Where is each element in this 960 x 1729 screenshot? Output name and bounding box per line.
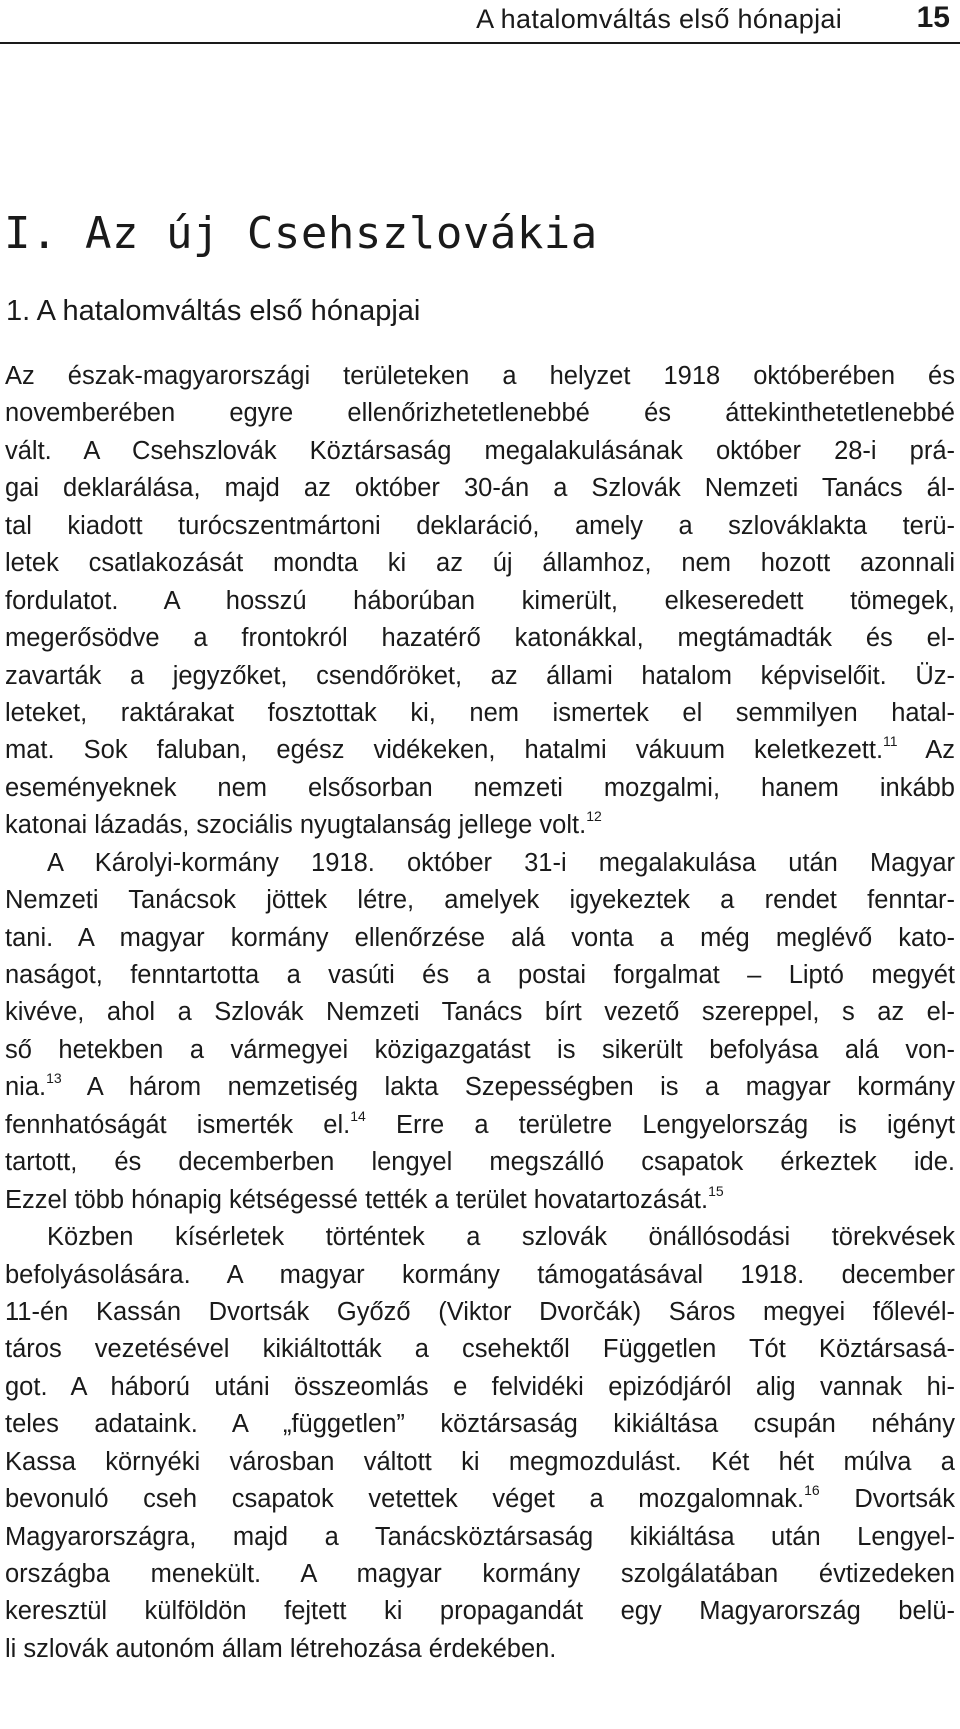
text-line: tal kiadott turócszentmártoni deklaráció, amely a szlováklakta terü- [5, 511, 955, 540]
footnote-ref: 12 [586, 808, 602, 825]
text-segment: Ezzel több hónapig kétségessé tették a terület hovatartozását. [5, 1185, 709, 1214]
footnote-ref: 11 [883, 733, 898, 750]
text-line: táros vezetésével kikiáltották a csehektől Független Tót Köztársasá- [5, 1335, 955, 1364]
page-number: 15 [916, 1, 950, 34]
text-line: kivéve, ahol a Szlovák Nemzeti Tanács bírt vezető szereppel, s az el- [5, 998, 955, 1027]
text-line: novemberében egyre ellenőrizhetetlenebbé és áttekinthetetlenebbé [5, 399, 955, 428]
text-segment: Az [925, 736, 955, 765]
text-segment: nia. [5, 1073, 47, 1102]
running-title: A hatalomváltás első hónapjai [476, 4, 842, 34]
text-line: országba menekült. A magyar kormány szolgálatában évtizedeken [5, 1560, 955, 1588]
text-line: befolyásolására. A magyar kormány támogatásával 1918. december [5, 1260, 955, 1289]
text-line: 11-én Kassán Dvortsák Győző (Viktor Dvorčák) Sáros megyei főlevél- [5, 1297, 955, 1326]
chapter-title: I. Az új Csehszlovákia [4, 208, 598, 259]
text-line: naságot, fenntartotta a vasúti és a postai forgalmat – Liptó megyét [5, 961, 955, 989]
text-line: ső hetekben a vármegyei közigazgatást is sikerült befolyása alá von- [5, 1035, 955, 1064]
text-segment: mat. Sok faluban, egész vidékeken, hatalmi vákuum keletkezett. [5, 736, 884, 765]
text-line [5, 1107, 955, 1144]
running-header [0, 0, 960, 44]
text-line: teles adataink. A „független” köztársaság kikiáltása csupán néhány [5, 1410, 955, 1439]
text-line: Közben kísérletek történtek a szlovák önállósodási törekvések [47, 1223, 955, 1252]
body-text [5, 358, 955, 1668]
text-line [5, 1182, 955, 1219]
text-line: gai deklarálása, majd az október 30-án a Szlovák Nemzeti Tanács ál- [5, 474, 955, 503]
text-line: vált. A Csehszlovák Köztársaság megalakulásának október 28-i prá- [5, 436, 955, 465]
text-line [5, 807, 955, 844]
text-segment: fennhatóságát ismerték el. [5, 1110, 351, 1139]
text-line: tartott, és decemberben lengyel megszálló csapatok érkeztek ide. [5, 1148, 955, 1177]
text-line: letek csatlakozását mondta ki az új államhoz, nem hozott azonnali [5, 549, 955, 578]
text-line: li szlovák autonóm állam létrehozása érdekében. [5, 1634, 557, 1663]
text-line: fordulatot. A hosszú háborúban kimerült, elkeseredett tömegek, [5, 586, 955, 615]
text-line [5, 1481, 955, 1518]
text-segment: Erre a területre Lengyelország is igényt [395, 1110, 955, 1139]
text-segment: Dvortsák [854, 1485, 955, 1514]
text-line: eseményeknek nem elsősorban nemzeti mozgalmi, hanem inkább [5, 773, 955, 802]
text-line: got. A háború utáni összeomlás e felvidéki epizódjáról alig vannak hi- [5, 1372, 955, 1401]
text-line: leteket, raktárakat fosztottak ki, nem ismertek el semmilyen hatal- [5, 698, 955, 727]
text-line: tani. A magyar kormány ellenőrzése alá vonta a még meglévő kato- [5, 923, 955, 952]
text-line: megerősödve a frontokról hazatérő katonákkal, megtámadták és el- [5, 624, 955, 653]
text-line: keresztül külföldön fejtett ki propagandát egy Magyarország belü- [5, 1597, 955, 1626]
text-line: Nemzeti Tanácsok jöttek létre, amelyek igyekeztek a rendet fenntar- [5, 886, 955, 915]
text-segment: bevonuló cseh csapatok vetettek véget a mozgalomnak. [5, 1485, 805, 1514]
text-segment: A három nemzetiség lakta Szepességben is a magyar kormány [86, 1073, 955, 1102]
section-title: 1. A hatalomváltás első hónapjai [6, 295, 421, 327]
footnote-ref: 15 [708, 1182, 724, 1199]
text-segment: katonai lázadás, szociális nyugtalanság jellege volt. [5, 811, 587, 840]
text-line: Kassa környéki városban váltott ki megmozdulást. Két hét múlva a [5, 1447, 955, 1476]
text-line: A Károlyi-kormány 1918. október 31-i megalakulása után Magyar [47, 848, 955, 877]
footnote-ref: 14 [350, 1107, 366, 1124]
footnote-ref: 16 [804, 1482, 820, 1499]
text-line: Az észak-magyarországi területeken a helyzet 1918 októberében és [5, 362, 955, 390]
text-line [5, 1069, 955, 1106]
footnote-ref: 13 [46, 1070, 62, 1087]
text-line [5, 732, 955, 769]
text-line: Magyarországra, majd a Tanácsköztársaság kikiáltása után Lengyel- [5, 1522, 955, 1551]
text-line: zavarták a jegyzőket, csendőröket, az állami hatalom képviselőit. Üz- [5, 661, 955, 690]
